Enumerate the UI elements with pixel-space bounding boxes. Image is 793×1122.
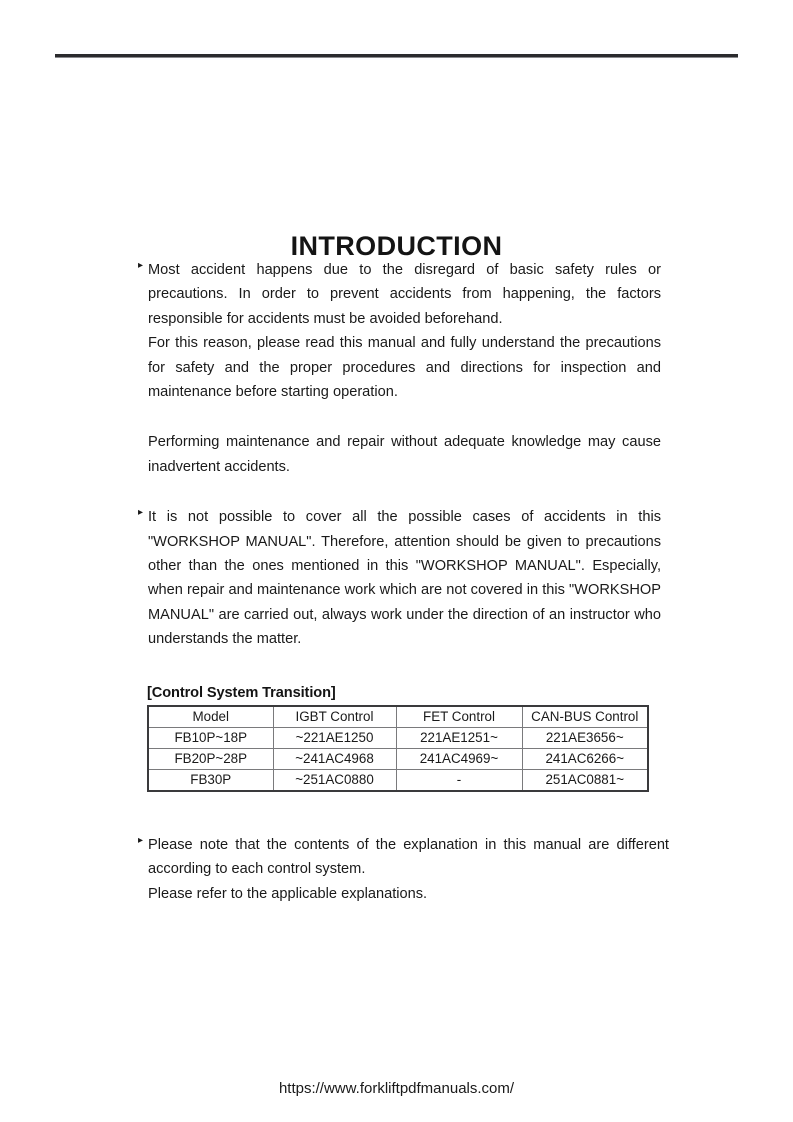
paragraph-text: Please note that the contents of the explanation in this manual are different according to each control system. xyxy=(148,837,669,878)
cell-igbt: ~221AE1250 xyxy=(273,728,396,749)
paragraph-text: For this reason, please read this manual and fully understand the precautions for safety and the proper procedures and directions for inspection and maintenance before starting operation. xyxy=(148,335,661,401)
page-title: INTRODUCTION xyxy=(290,231,503,262)
spacer xyxy=(140,479,661,505)
control-system-transition-table xyxy=(147,705,649,792)
cell-canbus: 221AE3656~ xyxy=(522,728,648,749)
paragraph-text: Most accident happens due to the disregard of basic safety rules or precautions. In order to prevent accidents from happening, the factors responsible for accidents must be avoided beforehand. xyxy=(148,262,661,327)
paragraph-text: It is not possible to cover all the possible cases of accidents in this "WORKSHOP MANUAL". Therefore, attention should be given to precautions other than the ones mentioned in this "WORKSHOP MANUAL". Especially, when repair and maintenance work which are not covered in this "WORKSHOP MANUAL" are carried out, always work under the direction of an instructor who understands the matter. xyxy=(148,509,661,648)
bullet-triangle-icon: ▸ xyxy=(138,835,144,846)
table-row xyxy=(148,728,648,749)
table-caption: [Control System Transition] xyxy=(147,685,336,701)
column-header-canbus: CAN-BUS Control xyxy=(522,706,648,728)
cell-model: FB10P~18P xyxy=(148,728,273,749)
cell-fet: 221AE1251~ xyxy=(396,728,522,749)
cell-model: FB30P xyxy=(148,770,273,792)
control-system-transition-section xyxy=(147,685,647,792)
cell-fet: 241AC4969~ xyxy=(396,749,522,770)
cell-igbt: ~251AC0880 xyxy=(273,770,396,792)
table-row xyxy=(148,749,648,770)
table-row xyxy=(148,770,648,792)
paragraph-block-workshop-manual-coverage xyxy=(140,505,661,651)
column-header-model: Model xyxy=(148,706,273,728)
table-header-row xyxy=(148,706,648,728)
paragraph-text: Please refer to the applicable explanations. xyxy=(148,885,428,902)
cell-canbus: 251AC0881~ xyxy=(522,770,648,792)
cell-canbus: 241AC6266~ xyxy=(522,749,648,770)
paragraph-text: Performing maintenance and repair without adequate knowledge may cause inadvertent accidents. xyxy=(148,434,661,475)
footer-url[interactable]: https://www.forkliftpdfmanuals.com/ xyxy=(278,1080,515,1097)
cell-fet: - xyxy=(396,770,522,792)
column-header-igbt: IGBT Control xyxy=(273,706,396,728)
bullet-triangle-icon: ▸ xyxy=(138,507,144,519)
column-header-fet: FET Control xyxy=(396,706,522,728)
cell-model: FB20P~28P xyxy=(148,749,273,770)
introduction-body xyxy=(140,258,661,652)
spacer xyxy=(140,404,661,430)
paragraph-block-closing-note xyxy=(140,833,669,906)
header-rule xyxy=(55,54,738,57)
paragraph-block-accidents-intro xyxy=(140,258,661,404)
paragraph-block-maintenance-knowledge xyxy=(140,430,661,479)
bullet-triangle-icon: ▸ xyxy=(138,260,144,271)
cell-igbt: ~241AC4968 xyxy=(273,749,396,770)
